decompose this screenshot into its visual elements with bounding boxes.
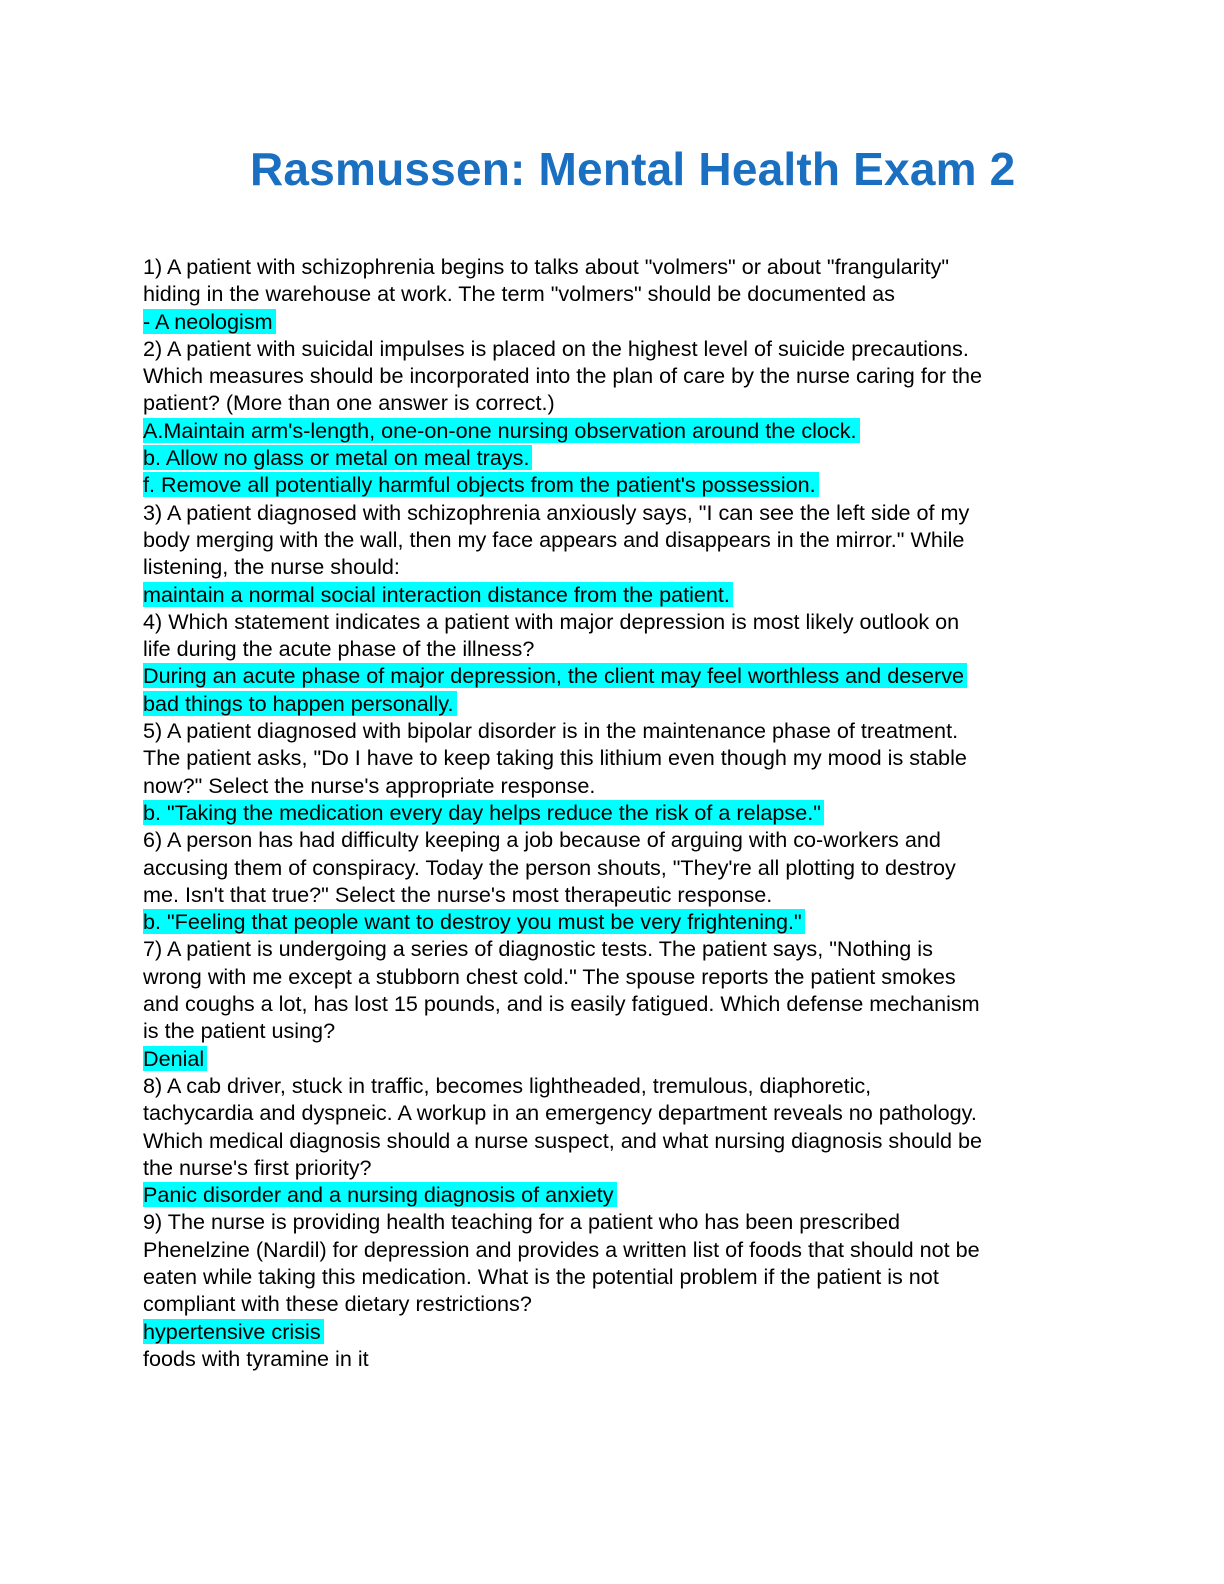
question-line xyxy=(143,389,1083,416)
question-line xyxy=(143,1236,1083,1263)
question-text: is the patient using? xyxy=(143,1018,336,1044)
question-text: body merging with the wall, then my face appears and disappears in the mirror." While xyxy=(143,526,965,552)
answer-line xyxy=(143,444,1083,471)
highlighted-answer-text: maintain a normal social interaction distance from the patient. xyxy=(143,582,733,607)
question-text: listening, the nurse should: xyxy=(143,554,400,580)
highlighted-answer-text: f. Remove all potentially harmful objects from the patient's possession. xyxy=(143,472,819,497)
question-line xyxy=(143,1345,1083,1372)
answer-line xyxy=(143,908,1083,935)
question-text: patient? (More than one answer is correct.) xyxy=(143,390,555,416)
question-text: 3) A patient diagnosed with schizophrenia anxiously says, "I can see the left side of my xyxy=(143,499,970,525)
document-body xyxy=(143,253,1083,1372)
question-line xyxy=(143,935,1083,962)
question-line xyxy=(143,744,1083,771)
question-text: accusing them of conspiracy. Today the person shouts, "They're all plotting to destroy xyxy=(143,854,956,880)
highlighted-answer-text: bad things to happen personally. xyxy=(143,691,457,716)
question-line xyxy=(143,1017,1083,1044)
question-text: The patient asks, "Do I have to keep taking this lithium even though my mood is stable xyxy=(143,745,967,771)
highlighted-answer-text: Denial xyxy=(143,1046,207,1071)
question-text: now?" Select the nurse's appropriate response. xyxy=(143,772,596,798)
question-line xyxy=(143,553,1083,580)
question-text: 4) Which statement indicates a patient with major depression is most likely outlook on xyxy=(143,608,960,634)
answer-line xyxy=(143,662,1083,689)
answer-line xyxy=(143,1318,1083,1345)
question-line xyxy=(143,1290,1083,1317)
question-line xyxy=(143,854,1083,881)
question-text: 7) A patient is undergoing a series of diagnostic tests. The patient says, "Nothing is xyxy=(143,936,933,962)
question-line xyxy=(143,499,1083,526)
question-line xyxy=(143,1127,1083,1154)
question-text: hiding in the warehouse at work. The term "volmers" should be documented as xyxy=(143,281,895,307)
answer-line xyxy=(143,1181,1083,1208)
question-line xyxy=(143,1208,1083,1235)
answer-line xyxy=(143,471,1083,498)
highlighted-answer-text: hypertensive crisis xyxy=(143,1319,324,1344)
question-text: 1) A patient with schizophrenia begins to talks about "volmers" or about "frangularity" xyxy=(143,254,950,279)
highlighted-answer-text: A.Maintain arm's-length, one-on-one nursing observation around the clock. xyxy=(143,418,860,443)
question-text: wrong with me except a stubborn chest cold." The spouse reports the patient smokes xyxy=(143,963,956,989)
highlighted-answer-text: b. "Taking the medication every day helps reduce the risk of a relapse." xyxy=(143,800,824,825)
highlighted-answer-text: b. Allow no glass or metal on meal trays. xyxy=(143,445,532,470)
question-text: life during the acute phase of the illness? xyxy=(143,636,535,662)
question-line xyxy=(143,1154,1083,1181)
question-line xyxy=(143,362,1083,389)
question-line xyxy=(143,526,1083,553)
question-line xyxy=(143,635,1083,662)
answer-line xyxy=(143,581,1083,608)
question-text: 2) A patient with suicidal impulses is placed on the highest level of suicide precautions. xyxy=(143,335,969,361)
question-line xyxy=(143,717,1083,744)
question-line xyxy=(143,990,1083,1017)
question-line xyxy=(143,335,1083,362)
question-text: 9) The nurse is providing health teaching for a patient who has been prescribed xyxy=(143,1209,901,1235)
answer-line xyxy=(143,417,1083,444)
question-text: compliant with these dietary restrictions? xyxy=(143,1291,532,1317)
answer-line xyxy=(143,799,1083,826)
question-text: and coughs a lot, has lost 15 pounds, and is easily fatigued. Which defense mechanism xyxy=(143,991,980,1017)
question-line xyxy=(143,772,1083,799)
question-line xyxy=(143,253,1083,280)
question-text: Which medical diagnosis should a nurse suspect, and what nursing diagnosis should be xyxy=(143,1127,983,1153)
question-text: foods with tyramine in it xyxy=(143,1345,369,1371)
question-line xyxy=(143,280,1083,307)
highlighted-answer-text: b. "Feeling that people want to destroy you must be very frightening." xyxy=(143,909,805,934)
question-text: Which measures should be incorporated into the plan of care by the nurse caring for the xyxy=(143,363,983,389)
question-text: the nurse's first priority? xyxy=(143,1154,372,1180)
answer-line xyxy=(143,308,1083,335)
highlighted-answer-text: - A neologism xyxy=(143,309,276,334)
question-text: tachycardia and dyspneic. A workup in an emergency department reveals no pathology. xyxy=(143,1100,977,1126)
highlighted-answer-text: During an acute phase of major depression, the client may feel worthless and deserve xyxy=(143,663,967,688)
question-text: 5) A patient diagnosed with bipolar disorder is in the maintenance phase of treatment. xyxy=(143,718,959,744)
question-text: eaten while taking this medication. What is the potential problem if the patient is not xyxy=(143,1263,939,1289)
question-line xyxy=(143,826,1083,853)
question-line xyxy=(143,1072,1083,1099)
question-line xyxy=(143,963,1083,990)
document-title: Rasmussen: Mental Health Exam 2 xyxy=(250,143,1016,195)
question-text: me. Isn't that true?" Select the nurse's most therapeutic response. xyxy=(143,881,773,907)
question-line xyxy=(143,1099,1083,1126)
answer-line xyxy=(143,1045,1083,1072)
question-line xyxy=(143,881,1083,908)
highlighted-answer-text: Panic disorder and a nursing diagnosis of anxiety xyxy=(143,1182,617,1207)
question-line xyxy=(143,608,1083,635)
question-text: 8) A cab driver, stuck in traffic, becomes lightheaded, tremulous, diaphoretic, xyxy=(143,1072,872,1098)
question-text: Phenelzine (Nardil) for depression and provides a written list of foods that should not be xyxy=(143,1236,980,1262)
question-text: 6) A person has had difficulty keeping a job because of arguing with co-workers and xyxy=(143,827,941,853)
question-line xyxy=(143,1263,1083,1290)
answer-line xyxy=(143,690,1083,717)
